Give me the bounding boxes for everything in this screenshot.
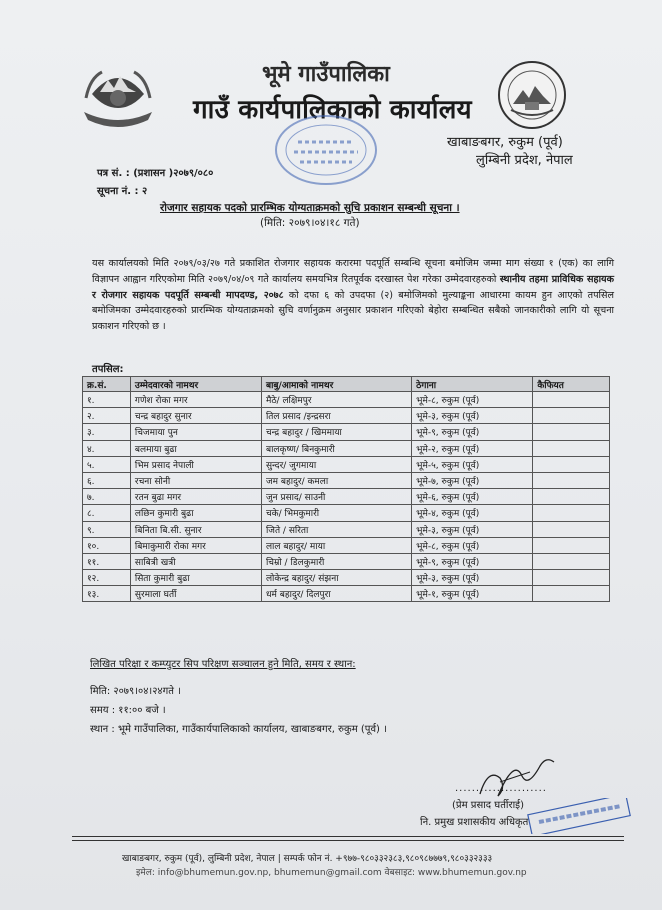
notice-number: सूचना नं. : २	[97, 186, 148, 197]
cell-remarks	[533, 537, 610, 553]
cell-serial: १३.	[83, 586, 131, 602]
cell-candidate-name: साबित्री खत्री	[130, 553, 261, 569]
table-row	[83, 521, 610, 537]
footer-email-web: इमेल: info@bhumemun.gov.np, bhumemun@gmail.com वेबसाइट: www.bhumemun.gov.np	[136, 868, 527, 878]
table-row	[83, 440, 610, 456]
table-header-row	[83, 377, 610, 392]
col-remarks: कैफियत	[533, 377, 610, 392]
cell-candidate-name: बिमाकुमारी रोका मगर	[130, 537, 261, 553]
cell-parents-name: बालकृष्ण/ बिनकुमारी	[261, 440, 411, 456]
table-label: तपसिल:	[92, 364, 124, 375]
body-bold-text: स्थानीय तहमा प्राविधिक सहायक र रोजगार सहायक पदपूर्ति सम्बन्धी मापदण्ड, २०७८	[92, 273, 614, 301]
notice-body	[92, 256, 614, 335]
cell-address: भूमे-८, रुकुम (पूर्व)	[412, 537, 533, 553]
cell-candidate-name: भिम प्रसाद नेपाली	[130, 456, 261, 472]
cell-serial: ५.	[83, 456, 131, 472]
letter-number: पत्र सं. : (प्रशासन )२०७९/०८०	[97, 168, 214, 179]
cell-serial: ७.	[83, 489, 131, 505]
cell-remarks	[533, 440, 610, 456]
cell-candidate-name: रचना सोनी	[130, 472, 261, 488]
cell-candidate-name: सिता कुमारी बुढा	[130, 570, 261, 586]
cell-parents-name: जुन प्रसाद/ साउनी	[261, 489, 411, 505]
cell-address: भूमे-६, रुकुम (पूर्व)	[412, 489, 533, 505]
table-row	[83, 505, 610, 521]
col-parents-name: बाबु/आमाको नामथर	[261, 377, 411, 392]
col-candidate-name: उम्मेदवारको नामथर	[130, 377, 261, 392]
table-row	[83, 570, 610, 586]
cell-remarks	[533, 521, 610, 537]
cell-address: भूमे-७, रुकुम (पूर्व)	[412, 472, 533, 488]
table-row	[83, 489, 610, 505]
col-address: ठेगाना	[412, 377, 533, 392]
cell-remarks	[533, 553, 610, 569]
cell-address: भूमे-५, रुकुम (पूर्व)	[412, 456, 533, 472]
handwritten-signature-icon	[470, 748, 560, 804]
table-row	[83, 424, 610, 440]
cell-address: भूमे-१, रुकुम (पूर्व)	[412, 586, 533, 602]
cell-parents-name: धर्म बहादुर/ दिलपुरा	[261, 586, 411, 602]
cell-address: भूमे-४, रुकुम (पूर्व)	[412, 505, 533, 521]
cell-address: भूमे-२, रुकुम (पूर्व)	[412, 440, 533, 456]
cell-parents-name: जिते / सरिता	[261, 521, 411, 537]
notice-date: (मिति: २०७९।०४।१८ गते)	[260, 217, 360, 229]
cell-remarks	[533, 424, 610, 440]
signatory-name: (प्रेम प्रसाद घर्तीराई)	[452, 800, 524, 811]
table-row	[83, 537, 610, 553]
cell-parents-name: मैठे/ लक्षिमपुर	[261, 392, 411, 408]
cell-address: भूमे-३, रुकुम (पूर्व)	[412, 570, 533, 586]
cell-parents-name: चिम्रो / डिलकुमारी	[261, 553, 411, 569]
cell-address: भूमे-३, रुकुम (पूर्व)	[412, 408, 533, 424]
cell-candidate-name: लछिन कुमारी बुढा	[130, 505, 261, 521]
exam-heading: लिखित परिक्षा र कम्प्युटर सिप परिक्षण सञ्चालन हुने मिति, समय र स्थान:	[90, 659, 356, 670]
table-row	[83, 586, 610, 602]
cell-serial: १०.	[83, 537, 131, 553]
cell-candidate-name: बलमाया बुढा	[130, 440, 261, 456]
exam-place: स्थान : भूमे गाउँपालिका, गाउँकार्यपालिकाको कार्यालय, खाबाङबगर, रुकुम (पूर्व) ।	[90, 724, 387, 735]
body-text-continued: को दफा ६ को उपदफा (२) बमोजिमको मुल्याङ्कना आधारमा कायम हुन आएको तपसिल बमोजिमका उम्मेदवारहरुको प्रारम्भिक योग्यताक्रमको सुचि वर्णानुक्रम अनुसार प्रकाशन गरिएको बेहोरा सम्बन्धित सबैको जानकारीको लागि यो सूचना प्रकाशन गरिएको छ ।	[92, 289, 614, 333]
col-serial: क्र.सं.	[83, 377, 131, 392]
signature-line: ......................	[455, 783, 547, 794]
notice-subject: रोजगार सहायक पदको प्रारम्भिक योग्यताक्रमको सुचि प्रकाशन सम्बन्धी सूचना ।	[160, 202, 460, 214]
cell-address: भूमे-३, रुकुम (पूर्व)	[412, 521, 533, 537]
cell-candidate-name: चिजमाया पुन	[130, 424, 261, 440]
footer-divider-thin	[72, 840, 624, 841]
table-row	[83, 472, 610, 488]
cell-serial: ४.	[83, 440, 131, 456]
cell-serial: ३.	[83, 424, 131, 440]
office-province: लुम्बिनी प्रदेश, नेपाल	[476, 153, 573, 168]
footer-contact: खाबाङबगर, रुकुम (पूर्व), लुम्बिनी प्रदेश, नेपाल | सम्पर्क फोन नं. +९७७-९८०३३२३८३,९८०९८७७७९,९८०३३२३३३	[122, 854, 493, 864]
cell-parents-name: लाल बहादुर/ माया	[261, 537, 411, 553]
cell-remarks	[533, 505, 610, 521]
cell-serial: ११.	[83, 553, 131, 569]
candidate-table	[82, 376, 610, 602]
signatory-stamp-icon	[525, 798, 635, 834]
cell-parents-name: चन्द्र बहादुर / खिममाया	[261, 424, 411, 440]
cell-remarks	[533, 570, 610, 586]
cell-candidate-name: बिनिता बि.सी. सुनार	[130, 521, 261, 537]
cell-serial: १.	[83, 392, 131, 408]
cell-address: भूमे-९, रुकुम (पूर्व)	[412, 553, 533, 569]
cell-serial: ६.	[83, 472, 131, 488]
footer-divider	[72, 836, 624, 837]
cell-remarks	[533, 392, 610, 408]
cell-address: भूमे-९, रुकुम (पूर्व)	[412, 424, 533, 440]
exam-time: समय : ११:०० बजे ।	[90, 705, 166, 716]
office-name: गाउँ कार्यपालिकाको कार्यालय	[193, 95, 472, 125]
nepal-emblem-icon	[78, 58, 158, 130]
office-address: खाबाङबगर, रुकुम (पूर्व)	[447, 135, 563, 150]
cell-address: भूमे-८, रुकुम (पूर्व)	[412, 392, 533, 408]
cell-candidate-name: चन्द्र बहादुर सुनार	[130, 408, 261, 424]
municipality-logo-icon	[497, 60, 567, 130]
exam-date: मिति: २०७९।०४।२४गते ।	[90, 686, 181, 697]
cell-parents-name: सुन्दर/ जुगमाया	[261, 456, 411, 472]
cell-parents-name: जम बहादुर/ कमला	[261, 472, 411, 488]
body-text: यस कार्यालयको मिति २०७९/०३/२७ गते प्रकाशित रोजगार सहायक करारमा पदपूर्ति सम्बन्धि सूचना बमोजिम जम्मा माग संख्या १ (एक) का लागि विज्ञापन आह्वान गरिएकोमा मिति २०७९/०४/०९ गते कार्यालय समयभित्र रितपूर्वक दरखास्त पेश गरेका उम्मेदवारहरुको	[92, 258, 614, 285]
cell-serial: १२.	[83, 570, 131, 586]
cell-candidate-name: गणेश रोका मगर	[130, 392, 261, 408]
table-row	[83, 553, 610, 569]
cell-serial: ८.	[83, 505, 131, 521]
table-row	[83, 392, 610, 408]
cell-remarks	[533, 586, 610, 602]
table-row	[83, 456, 610, 472]
municipality-name: भूमे गाउँपालिका	[262, 62, 390, 87]
table-row	[83, 408, 610, 424]
cell-remarks	[533, 489, 610, 505]
cell-remarks	[533, 408, 610, 424]
cell-parents-name: तिल प्रसाद /इन्द्रसरा	[261, 408, 411, 424]
office-stamp-icon	[272, 112, 380, 188]
cell-remarks	[533, 472, 610, 488]
cell-parents-name: लोकेन्द्र बहादुर/ संझना	[261, 570, 411, 586]
cell-candidate-name: सुरमाला घर्ती	[130, 586, 261, 602]
signatory-title: नि. प्रमुख प्रशासकीय अधिकृत	[420, 817, 529, 828]
cell-candidate-name: रतन बुढा मगर	[130, 489, 261, 505]
cell-serial: २.	[83, 408, 131, 424]
cell-parents-name: चके/ भिमकुमारी	[261, 505, 411, 521]
cell-serial: ९.	[83, 521, 131, 537]
cell-remarks	[533, 456, 610, 472]
